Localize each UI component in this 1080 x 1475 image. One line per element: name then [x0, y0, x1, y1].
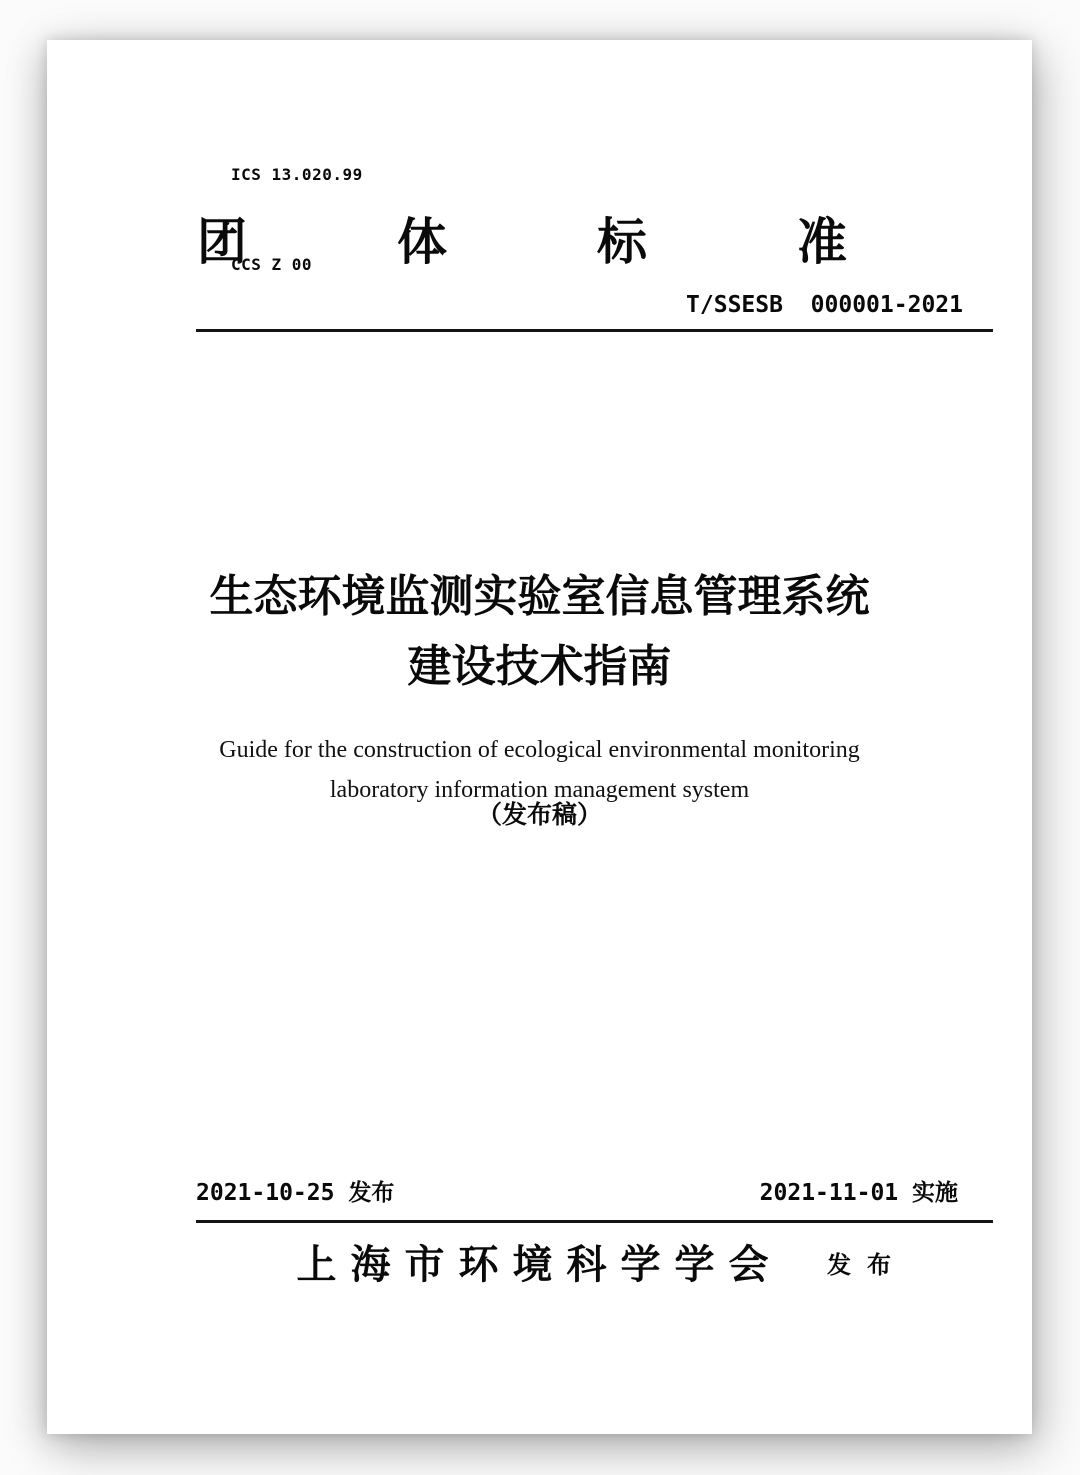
doc-type-char: 标 [597, 213, 647, 271]
publish-verb: 发布 [827, 1251, 907, 1279]
title-line-2: 建设技术指南 [407, 641, 672, 692]
publisher-name: 上海市环境科学学会 [296, 1241, 783, 1288]
doc-type-char: 体 [397, 213, 447, 271]
doc-type-char: 团 [197, 213, 247, 271]
english-subtitle [47, 730, 1032, 810]
english-subtitle-line-2: laboratory information management system [329, 777, 750, 803]
header-divider-line [196, 329, 993, 332]
footer-divider-line [196, 1220, 993, 1223]
english-subtitle-line-1: Guide for the construction of ecological environmental monitoring [219, 737, 860, 763]
ccs-code: CCS Z 00 [231, 255, 313, 274]
issue-date: 2021-10-25 发布 [196, 1180, 395, 1206]
doc-type-char: 准 [797, 213, 847, 271]
implement-date: 2021-11-01 实施 [759, 1180, 958, 1206]
ics-code: ICS 13.020.99 [231, 165, 363, 184]
document-title [47, 562, 1032, 702]
draft-status-note: （发布稿） [476, 800, 602, 829]
title-line-1: 生态环境监测实验室信息管理系统 [209, 571, 870, 622]
dates-row [196, 1180, 958, 1206]
document-cover-page [47, 40, 1032, 1434]
standard-number: T/SSESB 000001-2021 [686, 292, 963, 318]
document-type-heading [197, 213, 847, 271]
